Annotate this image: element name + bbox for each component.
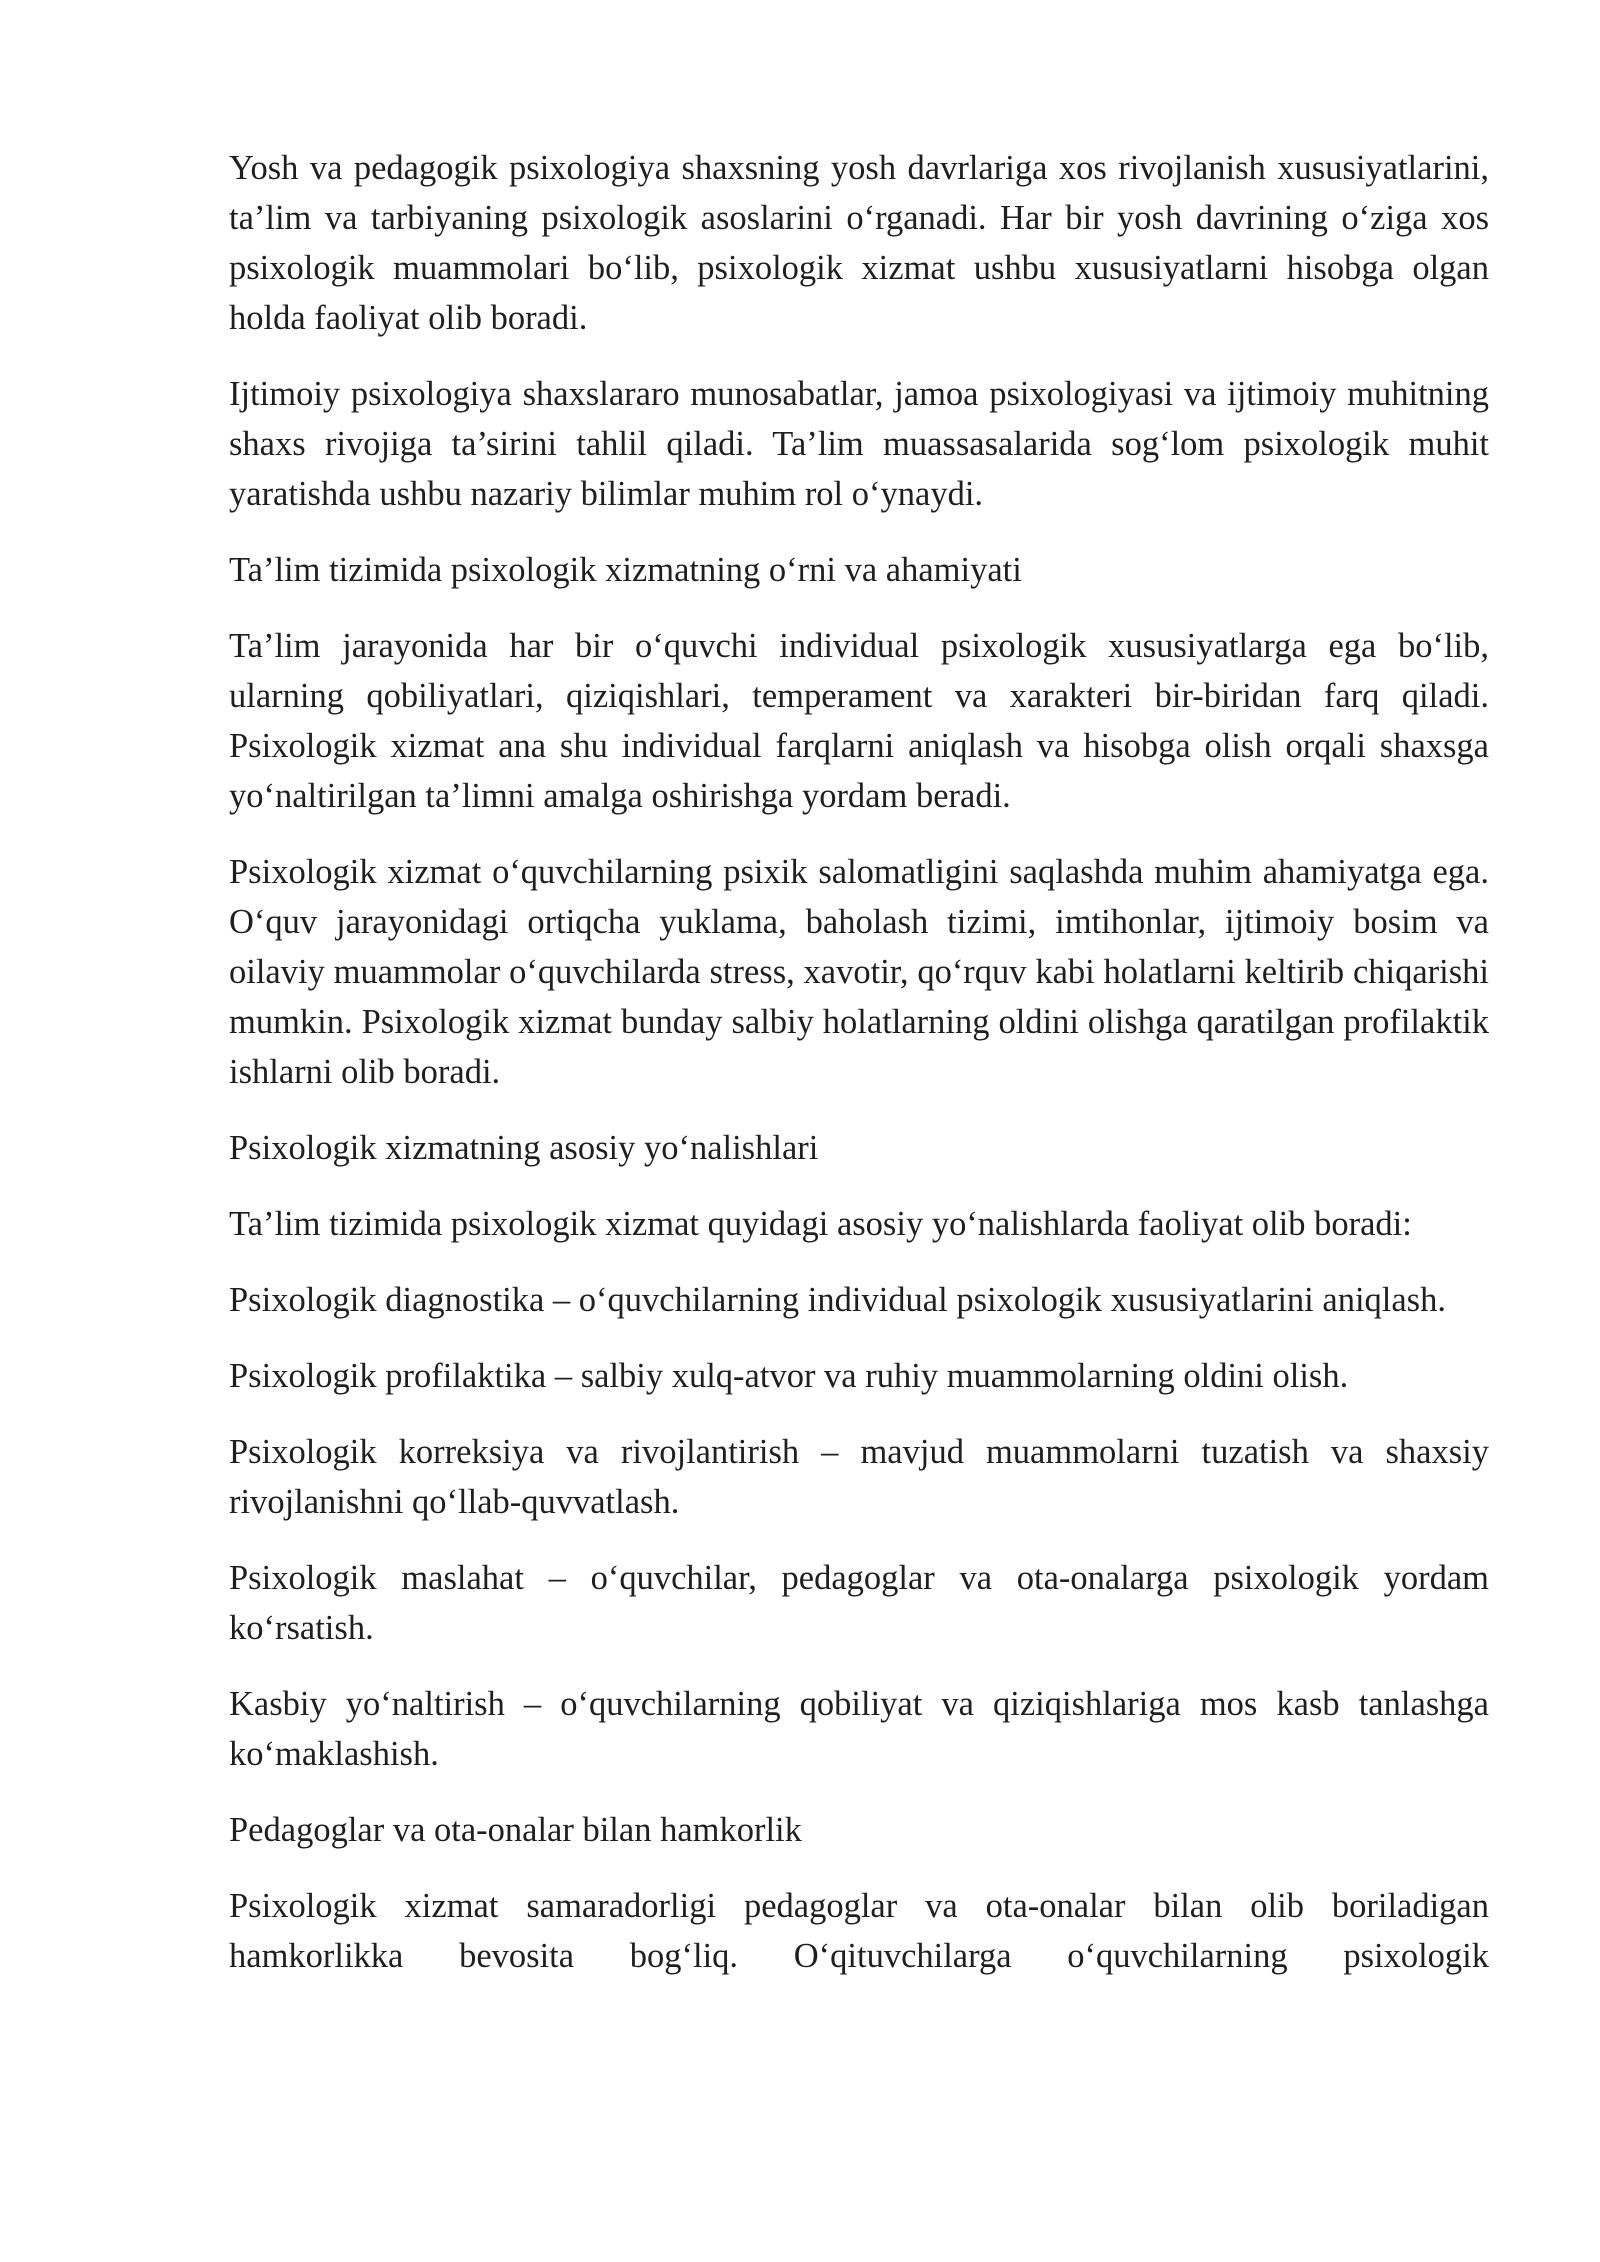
list-item-prophylaxis: Psixologik profilaktika – salbiy xulq-atvor va ruhiy muammolarning oldini olish. [229, 1357, 1349, 1395]
section-heading-role-importance: Ta’lim tizimida psixologik xizmatning o‘rni va ahamiyati [229, 551, 1022, 589]
document-page [229, 143, 1489, 1981]
section-heading-main-directions: Psixologik xizmatning asosiy yo‘nalishlari [229, 1129, 819, 1167]
paragraph-cooperation: Psixologik xizmat samaradorligi pedagoglar va ota-onalar bilan olib boriladigan hamkorlikka bevosita bog‘liq. O‘qituvchilarga o‘quvchilarning psixologik [229, 1887, 1489, 1975]
section-heading-cooperation: Pedagoglar va ota-onalar bilan hamkorlik [229, 1811, 802, 1849]
paragraph-mental-health: Psixologik xizmat o‘quvchilarning psixik salomatligini saqlashda muhim ahamiyatga ega. O‘quv jarayonidagi ortiqcha yuklama, baholash tizimi, imtihonlar, ijtimoiy bosim va oilaviy muammolar o‘quvchilarda stress, xavotir, qo‘rquv kabi holatlarni keltirib chiqarishi mumkin. Psixologik xizmat bunday salbiy holatlarning oldini olishga qaratilgan profilaktik ishlarni olib boradi. [229, 853, 1489, 1091]
list-item-career-guidance: Kasbiy yo‘naltirish – o‘quvchilarning qobiliyat va qiziqishlariga mos kasb tanlashga ko‘maklashish. [229, 1685, 1489, 1773]
paragraph-directions-intro: Ta’lim tizimida psixologik xizmat quyidagi asosiy yo‘nalishlarda faoliyat olib boradi: [229, 1205, 1412, 1243]
list-item-counseling: Psixologik maslahat – o‘quvchilar, pedagoglar va ota-onalarga psixologik yordam ko‘rsatish. [229, 1559, 1489, 1647]
paragraph-social-psychology: Ijtimoiy psixologiya shaxslararo munosabatlar, jamoa psixologiyasi va ijtimoiy muhitning shaxs rivojiga ta’sirini tahlil qiladi. Ta’lim muassasalarida sog‘lom psixologik muhit yaratishda ushbu nazariy bilimlar muhim rol o‘ynaydi. [229, 375, 1489, 513]
paragraph-individual-traits: Ta’lim jarayonida har bir o‘quvchi individual psixologik xususiyatlarga ega bo‘lib, ularning qobiliyatlari, qiziqishlari, temperament va xarakteri bir-biridan farq qiladi. Psixologik xizmat ana shu individual farqlarni aniqlash va hisobga olish orqali shaxsga yo‘naltirilgan ta’limni amalga oshirishga yordam beradi. [229, 627, 1489, 815]
paragraph-age-psychology: Yosh va pedagogik psixologiya shaxsning yosh davrlariga xos rivojlanish xususiyatlarini, ta’lim va tarbiyaning psixologik asoslarini o‘rganadi. Har bir yosh davrining o‘ziga xos psixologik muammolari bo‘lib, psixologik xizmat ushbu xususiyatlarni hisobga olgan holda faoliyat olib boradi. [229, 149, 1489, 337]
list-item-correction: Psixologik korreksiya va rivojlantirish – mavjud muammolarni tuzatish va shaxsiy rivojlanishni qo‘llab-quvvatlash. [229, 1433, 1489, 1521]
list-item-diagnostics: Psixologik diagnostika – o‘quvchilarning individual psixologik xususiyatlarini aniqlash. [229, 1281, 1446, 1319]
